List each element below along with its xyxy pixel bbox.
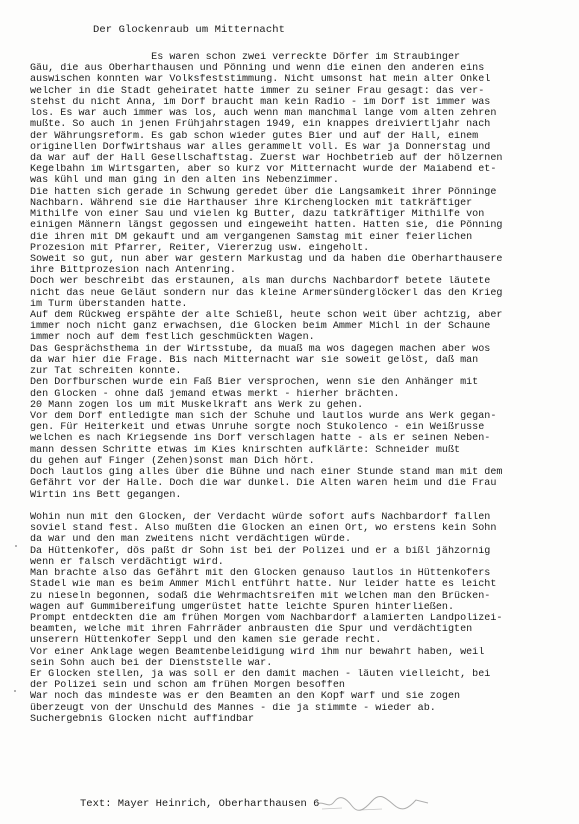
text-line: im Turm überstanden hatte. (30, 298, 188, 310)
text-line: nicht das neue Geläut sondern nur das kleine Armersünderglöckerl das den Krieg (30, 287, 503, 299)
text-line: da war hier die Frage. Bis nach Mitternacht war sie soweit gelöst, daß man (30, 354, 479, 366)
text-line: einigen Männern längst gegossen und eingeweiht hatten. Hatten sie, die Pönning (30, 220, 503, 232)
text-line: die ihren mit DM gekauft und am vergangenen Samstag mit einer feierlichen (30, 231, 473, 243)
text-line: Den Dorfburschen wurde ein Faß Bier versprochen, wenn sie den Anhänger mit (30, 377, 479, 389)
text-line: 20 Mann zogen los um mit Muskelkraft ans Werk zu gehen. (30, 399, 364, 411)
handwritten-signature-scribble (312, 792, 432, 814)
text-line: da war und den man zweitens nicht verdächtigen würde. (30, 534, 352, 546)
text-line: auswischen konnten war Volksfeststimmung. Nicht umsonst hat mein alter Onkel (30, 74, 491, 86)
text-line: Gefährt vor der Halle. Doch die war dunkel. Die Alten waren heim und die Frau (30, 478, 497, 490)
text-line: Auf dem Rückweg erspähte der alte Schießl, heute schon weit über achtzig, aber (30, 310, 503, 322)
scan-speck (15, 545, 17, 547)
text-line: mann dessen Schritte etwas im Kies knirschten aufklärte: Schneider mußt (30, 444, 461, 456)
text-line: Prozesion mit Pfarrer, Reiter, Viererzug usw. eingeholt. (30, 242, 370, 254)
text-line: beamten, welche mit ihren Fahrräder anbrausten die Spur und verdächtigten (30, 624, 473, 636)
scan-speck (14, 690, 16, 692)
text-line: der Währungsreform. Es gab schon wieder gutes Bier und auf der Hall, einem (30, 130, 479, 142)
text-line: Wohin nun mit den Glocken, der Verdacht würde sofort aufs Nachbardorf fallen (30, 511, 491, 523)
text-line: Es waren schon zwei verreckte Dörfer im Straubinger (30, 52, 461, 63)
text-line: wagen auf Gummibereifung umgerüstet hatte leichte Spuren hinterließen. (30, 601, 455, 613)
text-line: Wirtin ins Bett gegangen. (30, 489, 182, 501)
text-line: Kegelbahn im Wirtsgarten, aber so kurz vor Mitternacht wurde der Maiabend et- (30, 164, 497, 176)
text-line: Nachbarn. Während sie die Harthauser ihre Kirchenglocken mit tatkräftiger (30, 197, 473, 209)
text-line (30, 501, 570, 512)
document-body (30, 52, 570, 725)
text-line: Stadel wie man es beim Ammer Michl entführt hatte. Nur leider hatte es leicht (30, 579, 497, 591)
text-line: originellen Dorfwirtshaus war alles gerammelt voll. Es war ja Donnerstag und (30, 141, 491, 153)
text-line: welcher in die Stadt geheiratet hatte immer zu seiner Frau gesagt: das ver- (30, 85, 485, 97)
text-line: Suchergebnis Glocken nicht auffindbar (30, 713, 255, 725)
text-line: den Glocken - ohne daß jemand etwas merkt - hierher brächten. (30, 388, 400, 400)
text-line: sein Sohn auch bei der Dienststelle war. (30, 657, 273, 669)
document-footer: Text: Mayer Heinrich, Oberharthausen 6 (80, 798, 320, 810)
text-line: überzeugt von der Unschuld des Mannes - die ja stimmte - wieder ab. (30, 702, 436, 714)
text-line: zur Tat schreiten konnte. (30, 366, 182, 378)
text-line: gen. Für Heiterkeit und etwas Unruhe sorgte noch Stukolenco - ein Weißrusse (30, 422, 485, 434)
text-line: was kühl und man ging in den alten ins Nebenzimmer. (30, 175, 339, 187)
text-line: du gehen auf Finger (Zehen)sonst man Dich hört. (30, 455, 315, 467)
text-line: Soweit so gut, nun aber war gestern Markustag und da haben die Oberharthausere (30, 253, 503, 265)
text-line: unserern Hüttenkofer Seppl und den kamen sie gerade recht. (30, 635, 382, 647)
text-line: immer noch nicht ganz erwachsen, die Glocken beim Ammer Michl in der Schaune (30, 321, 491, 333)
text-line: Prompt entdeckten die am frühen Morgen vom Nachbardorf alamierten Landpolizei- (30, 612, 503, 624)
text-line: Gäu, die aus Oberharthausen und Pönning und wenn die einen den anderen eins (30, 63, 485, 75)
text-line: soviel stand fest. Also mußten die Glocken an einen Ort, wo erstens kein Sohn (30, 523, 497, 535)
text-line: ihre Bittprozesion nach Antenring. (30, 265, 236, 277)
text-line: da war auf der Hall Gesellschaftstag. Zuerst war Hochbetrieb auf der hölzernen (30, 152, 503, 164)
text-line: Er Glocken stellen, ja was soll er den damit machen - läuten vielleicht, bei (30, 669, 491, 681)
text-line: stehst du nicht Anna, im Dorf braucht man kein Radio - im Dorf ist immer was (30, 96, 491, 108)
text-line: Doch lautlos ging alles über die Bühne und nach einer Stunde stand man mit dem (30, 467, 503, 479)
text-line: der Polizei sein und schon am frühen Morgen besoffen (30, 680, 345, 692)
text-line: Vor dem Dorf entledigte man sich der Schuhe und lautlos wurde ans Werk gegan- (30, 411, 497, 422)
text-line: los. Es war auch immer was los, auch wenn man manchmal lange vom alten zehren (30, 108, 497, 120)
text-line: wenn er falsch verdächtigt wird. (30, 556, 224, 568)
document-title: Der Glockenraub um Mitternacht (93, 24, 286, 36)
text-line: welchen es nach Kriegsende ins Dorf verschlagen hatte - als er seinen Neben- (30, 433, 491, 445)
text-line: Die hatten sich gerade in Schwung geredet über die Langsamkeit ihrer Pönninge (30, 186, 497, 198)
text-line: zu nieseln begonnen, sodaß die Wehrmachtsreifen mit welchen man den Brücken- (30, 590, 491, 602)
text-line: War noch das mindeste was er den Beamten an den Kopf warf und sie zogen (30, 691, 461, 703)
text-line: Mithilfe von einer Sau und vielen kg Butter, dazu tatkräftiger Mithilfe von (30, 209, 485, 221)
text-line: Vor einer Anklage wegen Beamtenbeleidigung wird ihm nur bewahrt haben, weil (30, 646, 485, 658)
text-line: Man brachte also das Gefährt mit den Glocken genauso lautlos in Hüttenkofers (30, 568, 491, 580)
text-line: Da Hüttenkofer, dös paßt dr Sohn ist bei der Polizei und er a bißl jähzornig (30, 545, 491, 557)
text-line: mußte. So auch in jenen Frühjahrstagen 1949, ein knappes dreiviertljahr nach (30, 119, 491, 131)
text-line: Das Gesprächsthema in der Wirtsstube, da muaß ma wos dagegen machen aber wos (30, 343, 491, 355)
text-line: immer noch auf dem festlich geschmückten Wagen. (30, 332, 315, 344)
text-line: Doch wer beschreibt das erstaunen, als man durchs Nachbardorf betete läutete (30, 276, 491, 288)
